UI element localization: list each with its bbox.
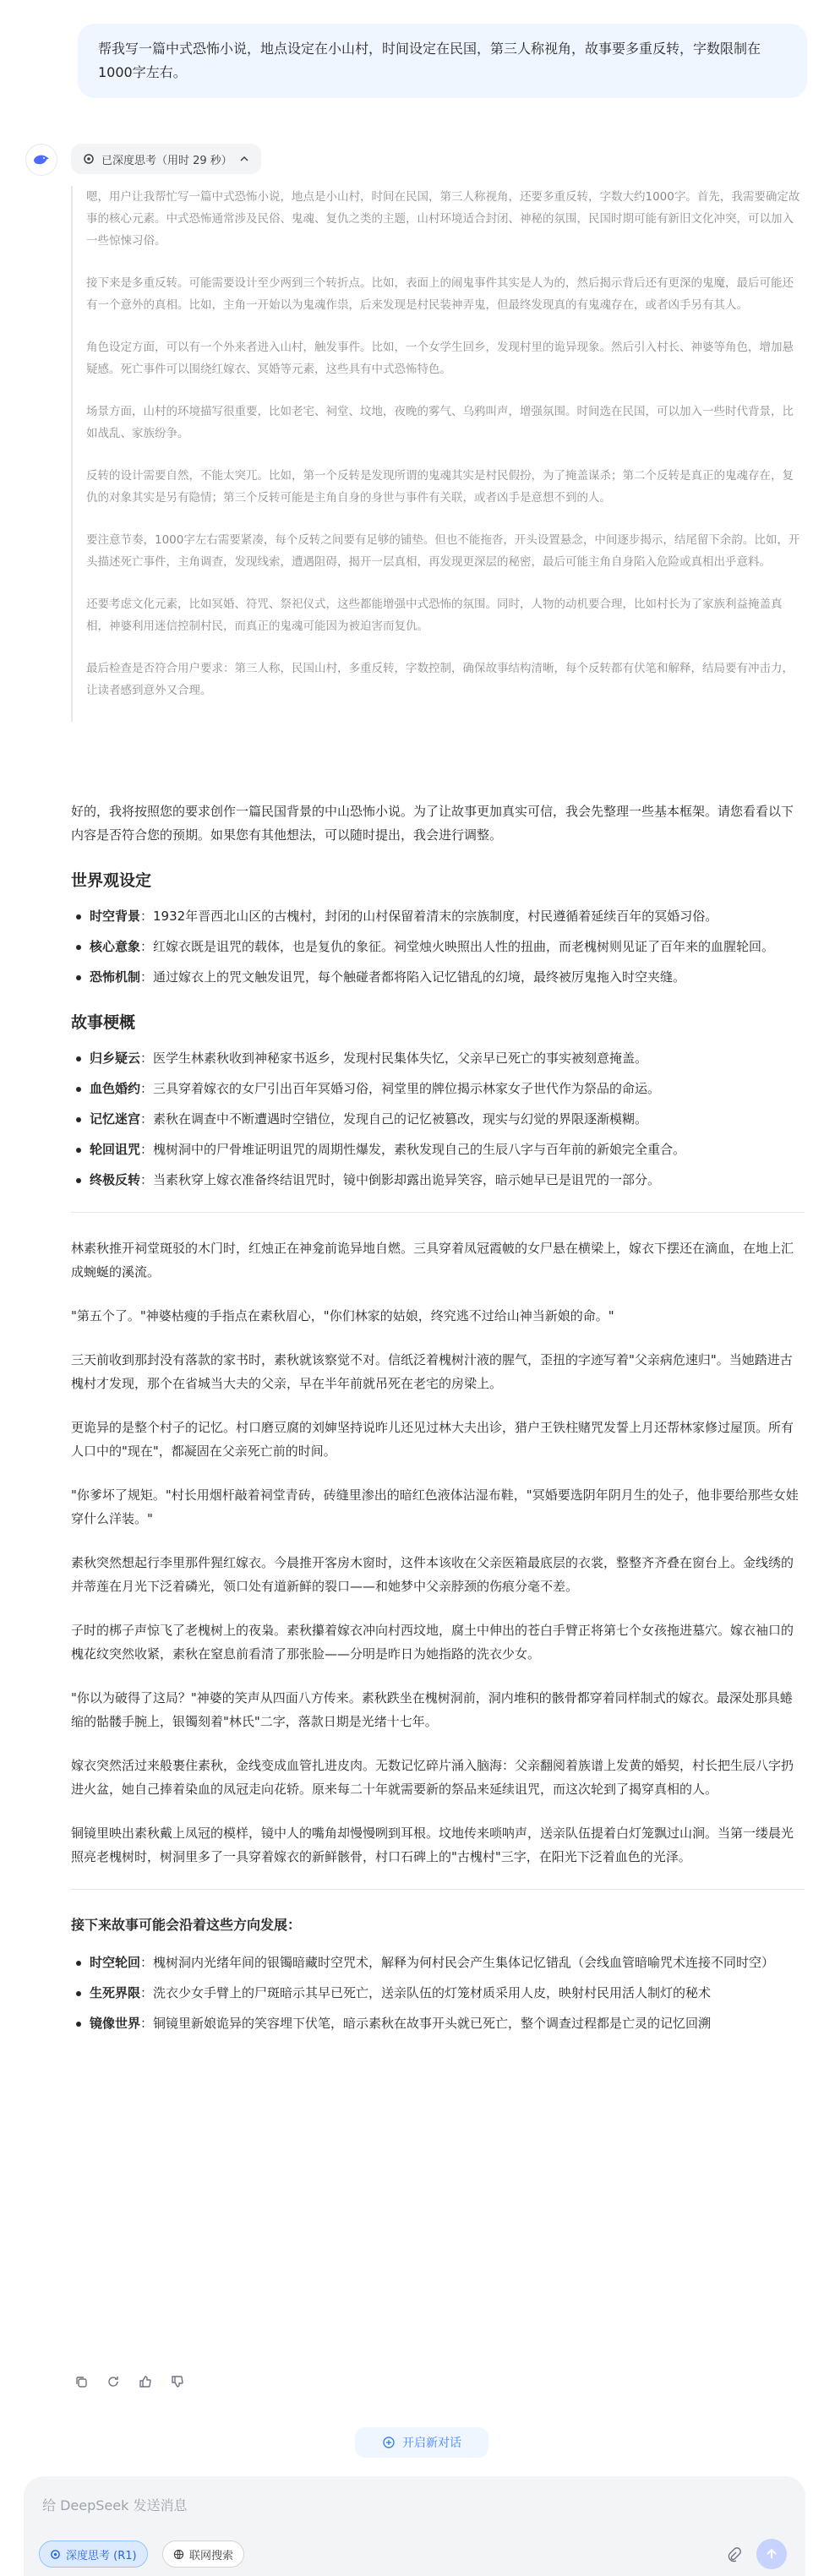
list-item: 恐怖机制：通过嫁衣上的咒文触发诅咒，每个触碰者都将陷入记忆错乱的幻境，最终被厉鬼拖入时空夹缝。 (71, 965, 805, 989)
list-item: 镜像世界：铜镜里新娘诡异的笑容埋下伏笔，暗示素秋在故事开头就已死亡，整个调查过程都是亡灵的记忆回溯 (71, 2011, 805, 2035)
list-item: 时空轮回：槐树洞内光绪年间的银镯暗藏时空咒术，解释为何村民会产生集体记忆错乱（会线血管暗喻咒术连接不同时空） (71, 1951, 805, 1974)
message-input[interactable]: 给 DeepSeek 发送消息 (42, 2497, 188, 2513)
outline-list (71, 1046, 805, 1192)
thinking-paragraph: 角色设定方面，可以有一个外来者进入山村，触发事件。比如，一个女学生回乡，发现村里的诡异现象。然后引入村长、神婆等角色，增加悬疑感。死亡事件可以围绕红嫁衣、冥婚等元素，这些具有中式恐怖特色。 (86, 341, 794, 376)
story-paragraph: "你以为破得了这局？"神婆的笑声从四面八方传来。素秋跌坐在槐树洞前，洞内堆积的骸骨都穿着同样制式的嫁衣。最深处那具蜷缩的骷髅手腕上，银镯刻着"林氏"二字，落款日期是光绪十七年。 (71, 1690, 793, 1729)
divider (71, 1212, 805, 1213)
regenerate-icon[interactable] (103, 2371, 123, 2392)
user-message-bubble: 帮我写一篇中式恐怖小说，地点设定在小山村，时间设定在民国，第三人称视角，故事要多重反转，字数限制在1000字左右。 (78, 24, 807, 98)
message-actions (71, 2371, 188, 2392)
list-item: 核心意象：红嫁衣既是诅咒的载体，也是复仇的象征。祠堂烛火映照出人性的扭曲，而老槐树则见证了百年来的血腥轮回。 (71, 935, 805, 958)
thinking-paragraph: 接下来是多重反转。可能需要设计至少两到三个转折点。比如，表面上的闹鬼事件其实是人为的，然后揭示背后还有更深的鬼魔，最后可能还有一个意外的真相。比如，主角一开始以为鬼魂作祟，后来发现是村民装神弄鬼，但最终发现真的有鬼魂存在，或者凶手另有其人。 (86, 276, 794, 312)
thinking-content (71, 186, 805, 722)
arrow-up-icon (765, 2547, 778, 2561)
new-chat-button[interactable] (355, 2427, 488, 2458)
thinking-toggle-button[interactable] (71, 144, 261, 174)
deepseek-avatar (25, 144, 57, 176)
story-paragraph: "第五个了。"神婆枯瘦的手指点在素秋眉心，"你们林家的姑娘，终究逃不过给山神当新娘的命。" (71, 1308, 614, 1323)
list-item: 轮回诅咒：槐树洞中的尸骨堆证明诅咒的周期性爆发，素秋发现自己的生辰八字与百年前的新娘完全重合。 (71, 1138, 805, 1161)
list-item: 终极反转：当素秋穿上嫁衣准备终结诅咒时，镜中倒影却露出诡异笑容，暗示她早已是诅咒的一部分。 (71, 1168, 805, 1192)
assistant-answer (71, 800, 805, 2045)
deep-think-toggle[interactable] (39, 2541, 148, 2568)
story-paragraph: 素秋突然想起行李里那件猩红嫁衣。今晨推开客房木窗时，这件本该收在父亲医箱最底层的衣裳，整整齐齐叠在窗台上。金线绣的并蒂莲在月光下泛着磷光，领口处有道新鲜的裂口——和她梦中父亲脖颈的伤痕分毫不差。 (71, 1555, 794, 1594)
list-item: 时空背景：1932年晋西北山区的古槐村，封闭的山村保留着清末的宗族制度，村民遵循着延续百年的冥婚习俗。 (71, 904, 805, 928)
story-paragraph: "你爹坏了规矩。"村长用烟杆敲着祠堂青砖，砖缝里渗出的暗红色液体沾湿布鞋，"冥婚要选阴年阴月生的处子，他非要给那些女娃穿什么洋装。" (71, 1487, 799, 1526)
list-item: 归乡疑云：医学生林素秋收到神秘家书返乡，发现村民集体失忆，父亲早已死亡的事实被刻意掩盖。 (71, 1046, 805, 1070)
story-paragraph: 子时的梆子声惊飞了老槐树上的夜枭。素秋攥着嫁衣冲向村西坟地，腐土中伸出的苍白手臂正将第七个女孩拖进墓穴。嫁衣袖口的槐花纹突然收紧，素秋在窒息前看清了那张脸——分明是昨日为她指路的洗衣少女。 (71, 1623, 794, 1662)
attach-icon[interactable] (723, 2544, 745, 2566)
new-chat-label: 开启新对话 (402, 2437, 461, 2450)
story-paragraph: 更诡异的是整个村子的记忆。村口磨豆腐的刘婶坚持说昨儿还见过林大夫出诊，猎户王铁柱赌咒发誓上月还帮林家修过屋顶。所有人口中的"现在"，都凝固在父亲死亡前的时间。 (71, 1420, 794, 1459)
story-paragraph: 铜镜里映出素秋戴上凤冠的模样，镜中人的嘴角却慢慢咧到耳根。坟地传来唢呐声，送亲队伍提着白灯笼飘过山涧。当第一缕晨光照亮老槐树时，树洞里多了一具穿着嫁衣的新鲜骸骨，村口石碑上的"古槐村"三字，在阳光下泛着血色的光泽。 (71, 1826, 794, 1864)
story-paragraph: 三天前收到那封没有落款的家书时，素秋就该察觉不对。信纸泛着槐树汁液的腥气，歪扭的字迹写着"父亲病危速归"。当她踏进古槐村才发现，那个在省城当大夫的父亲，早在半年前就吊死在老宅的房梁上。 (71, 1352, 793, 1391)
story-paragraph: 林素秋推开祠堂斑驳的木门时，红烛正在神龛前诡异地自燃。三具穿着凤冠霞帔的女尸悬在横梁上，嫁衣下摆还在滴血，在地上汇成蜿蜒的溪流。 (71, 1241, 794, 1280)
list-item: 记忆迷宫：素秋在调查中不断遭遇时空错位，发现自己的记忆被篡改，现实与幻觉的界限逐渐模糊。 (71, 1107, 805, 1131)
deep-think-label: 深度思考 (R1) (66, 2549, 137, 2562)
whale-logo-icon (31, 150, 52, 170)
deep-think-icon (50, 2549, 61, 2560)
thinking-label: 已深度思考（用时 29 秒） (101, 154, 232, 167)
message-composer[interactable] (24, 2476, 805, 2576)
story-paragraph: 嫁衣突然活过来般裹住素秋，金线变成血管扎进皮肉。无数记忆碎片涌入脑海：父亲翻阅着族谱上发黄的婚契，村长把生辰八字扔进火盆，她自己捧着染血的凤冠走向花轿。原来每二十年就需要新的祭品来延续诅咒，而这次轮到了揭穿真相的人。 (71, 1758, 794, 1797)
deep-think-icon (83, 153, 95, 165)
new-chat-icon (382, 2436, 396, 2449)
world-list (71, 904, 805, 989)
web-search-label: 联网搜索 (189, 2549, 234, 2562)
thinking-paragraph: 要注意节奏，1000字左右需要紧凑，每个反转之间要有足够的铺垫。但也不能拖沓，开头设置悬念，中间逐步揭示，结尾留下余韵。比如，开头描述死亡事件，主角调查，发现线索，遭遇阻碍，揭开一层真相，再发现更深层的秘密，最后可能主角自身陷入危险或真相出乎意料。 (86, 533, 800, 569)
answer-intro: 好的，我将按照您的要求创作一篇民国背景的中山恐怖小说。为了让故事更加真实可信，我会先整理一些基本框架。请您看看以下内容是否符合您的预期。如果您有其他想法，可以随时提出，我会进行调整。 (71, 804, 794, 843)
list-item: 生死界限：洗衣少女手臂上的尸斑暗示其早已死亡，送亲队伍的灯笼材质采用人皮，映射村民用活人制灯的秘术 (71, 1981, 805, 2005)
globe-icon (173, 2549, 184, 2560)
chevron-up-icon (239, 154, 249, 164)
outline-heading: 故事梗概 (71, 1013, 136, 1032)
send-button[interactable] (756, 2539, 787, 2569)
thinking-paragraph: 最后检查是否符合用户要求：第三人称，民国山村，多重反转，字数控制，确保故事结构清晰，每个反转都有伏笔和解释，结局要有冲击力，让读者感到意外又合理。 (86, 662, 794, 697)
world-heading: 世界观设定 (71, 871, 152, 890)
thumbs-up-icon[interactable] (135, 2371, 156, 2392)
next-list (71, 1951, 805, 2035)
thumbs-down-icon[interactable] (167, 2371, 188, 2392)
copy-icon[interactable] (71, 2371, 91, 2392)
divider (71, 1889, 805, 1890)
next-heading: 接下来故事可能会沿着这些方向发展： (71, 1917, 302, 1933)
web-search-toggle[interactable] (162, 2541, 244, 2568)
thinking-paragraph: 反转的设计需要自然，不能太突兀。比如，第一个反转是发现所谓的鬼魂其实是村民假扮，为了掩盖谋杀；第二个反转是真正的鬼魂存在，复仇的对象其实是另有隐情；第三个反转可能是主角自身的身世与事件有关联，或者凶手是意想不到的人。 (86, 469, 794, 505)
thinking-paragraph: 嗯，用户让我帮忙写一篇中式恐怖小说，地点是小山村，时间在民国，第三人称视角，还要多重反转，字数大约1000字。首先，我需要确定故事的核心元素。中式恐怖通常涉及民俗、鬼魂、复仇之类的主题，山村环境适合封闭、神秘的氛围，民国时期可能有新旧文化冲突，可以加入一些惊悚习俗。 (86, 190, 800, 248)
thinking-paragraph: 场景方面，山村的环境描写很重要，比如老宅、祠堂、坟地，夜晚的雾气、乌鸦叫声，增强氛围。时间选在民国，可以加入一些时代背景，比如战乱、家族纷争。 (86, 405, 794, 440)
thinking-paragraph: 还要考虑文化元素，比如冥婚、符咒、祭祀仪式，这些都能增强中式恐怖的氛围。同时，人物的动机要合理，比如村长为了家族利益掩盖真相，神婆利用迷信控制村民，而真正的鬼魂可能因为被迫害而复仇。 (86, 598, 783, 633)
list-item: 血色婚约：三具穿着嫁衣的女尸引出百年冥婚习俗，祠堂里的牌位揭示林家女子世代作为祭品的命运。 (71, 1077, 805, 1100)
